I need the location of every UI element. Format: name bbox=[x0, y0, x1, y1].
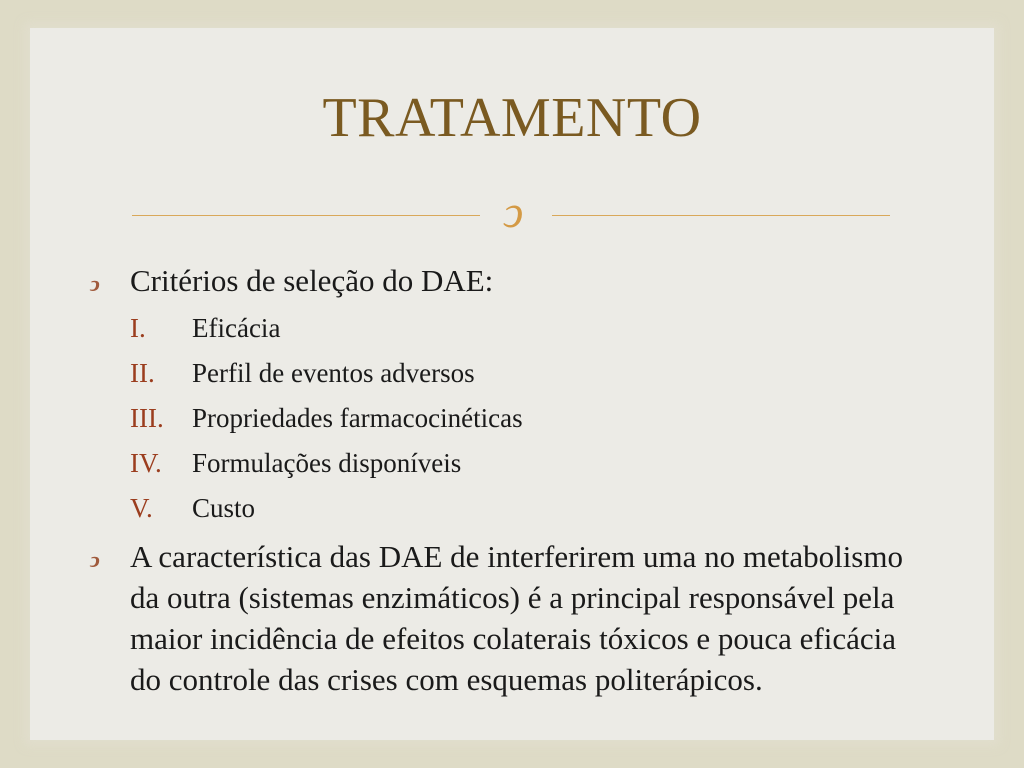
list-item bbox=[130, 486, 730, 531]
list-item-label: Propriedades farmacocinéticas bbox=[192, 403, 523, 433]
title-divider-left bbox=[132, 215, 480, 216]
list-item-label: Formulações disponíveis bbox=[192, 448, 462, 478]
criteria-list bbox=[130, 306, 730, 531]
title-divider-right bbox=[552, 215, 890, 216]
list-item-numeral: III. bbox=[130, 403, 164, 433]
list-item-numeral: V. bbox=[130, 493, 153, 523]
slide-title: TRATAMENTO bbox=[322, 87, 702, 149]
list-item bbox=[130, 441, 730, 486]
list-item bbox=[130, 306, 730, 351]
bullet-swirl-icon: ↄ bbox=[90, 547, 100, 572]
list-item-label: Custo bbox=[192, 493, 256, 523]
list-item-label: Eficácia bbox=[192, 313, 281, 343]
list-item-numeral: IV. bbox=[130, 448, 162, 478]
list-item-numeral: II. bbox=[130, 358, 155, 388]
list-item-numeral: I. bbox=[130, 313, 146, 343]
slide-panel bbox=[30, 28, 994, 740]
ornament-icon: ↄ bbox=[502, 186, 524, 237]
bullet-text: Critérios de seleção do DAE: bbox=[130, 263, 494, 298]
list-item bbox=[130, 396, 730, 441]
bullet-swirl-icon: ↄ bbox=[90, 271, 100, 296]
list-item-label: Perfil de eventos adversos bbox=[192, 358, 475, 388]
list-item bbox=[130, 351, 730, 396]
bullet-text: A característica das DAE de interferirem uma no metabolismo da outra (sistemas enzimáticos) é a principal responsável pela maior incidência de efeitos colaterais tóxicos e pouca eficácia do controle das crises com esquemas politerápicos. bbox=[130, 539, 903, 697]
